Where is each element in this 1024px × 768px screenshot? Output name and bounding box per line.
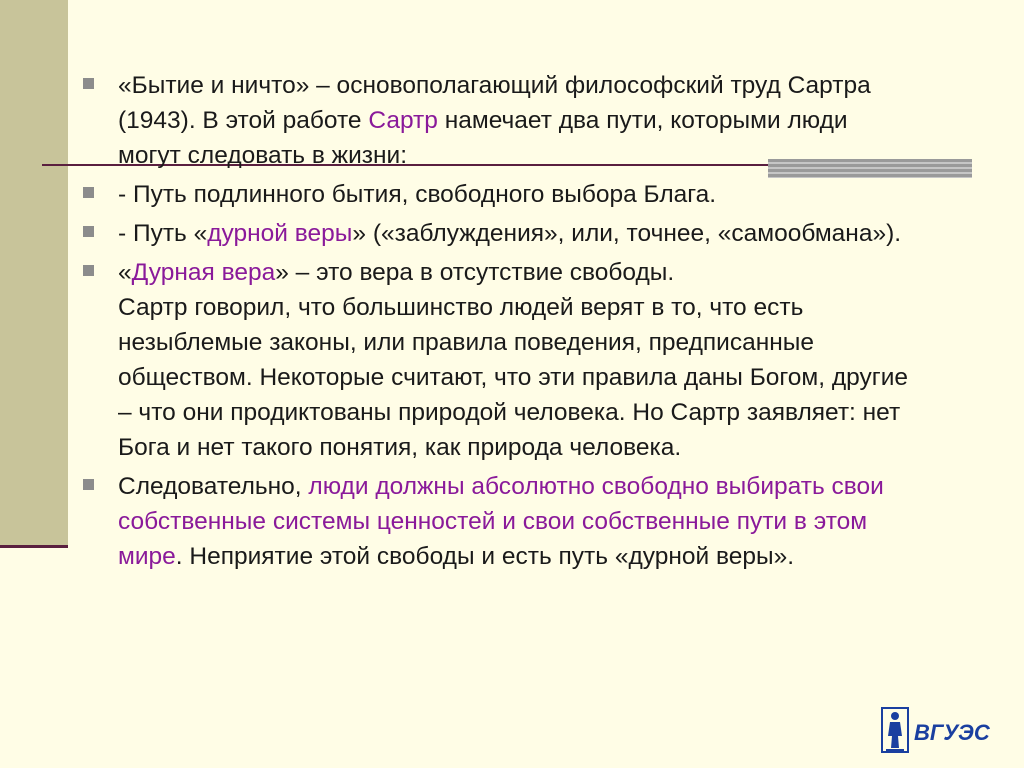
bullet-line: [118, 395, 1024, 430]
text-segment: - Путь подлинного бытия, свободного выбора Блага.: [118, 181, 717, 208]
bullet-line: [118, 290, 1024, 325]
highlighted-text: Сартр: [368, 107, 438, 134]
text-segment: Сартр говорил, что большинство людей верят в то, что есть: [118, 294, 804, 321]
square-bullet-icon: [83, 78, 94, 89]
text-segment: Бога и нет такого понятия, как природа человека.: [118, 434, 682, 461]
bullet-line: [118, 469, 1024, 504]
bullet-line: [118, 504, 1024, 539]
text-segment: могут следовать в жизни:: [118, 142, 408, 169]
text-segment: «Бытие и ничто» – основополагающий философский труд Сартра: [118, 72, 871, 99]
bullet-item: [80, 469, 1024, 574]
highlighted-text: собственные системы ценностей и свои собственные пути в этом: [118, 508, 868, 535]
bullet-line: [118, 68, 1024, 103]
statue-emblem-icon: [880, 706, 998, 754]
bullet-item: [80, 68, 1024, 173]
highlighted-text: дурной веры: [207, 220, 353, 247]
highlighted-text: Дурная вера: [131, 259, 276, 286]
university-logo: [880, 706, 998, 754]
square-bullet-icon: [83, 479, 94, 490]
square-bullet-icon: [83, 265, 94, 276]
left-decorative-band: [0, 0, 68, 546]
text-segment: - Путь «: [118, 220, 208, 247]
text-segment: » – это вера в отсутствие свободы.: [275, 259, 675, 286]
text-segment: Следовательно,: [118, 473, 309, 500]
text-segment: » («заблуждения», или, точнее, «самообмана»).: [352, 220, 902, 247]
bullet-item: [80, 177, 1024, 212]
bullet-line: [118, 430, 1024, 465]
square-bullet-icon: [83, 187, 94, 198]
bullet-line: [118, 325, 1024, 360]
text-segment: «: [118, 259, 132, 286]
bullet-line: [118, 255, 1024, 290]
text-segment: обществом. Некоторые считают, что эти правила даны Богом, другие: [118, 364, 909, 391]
logo-text: ВГУЭС: [914, 720, 990, 745]
text-segment: намечает два пути, которыми люди: [437, 107, 848, 134]
left-band-underline: [0, 545, 68, 548]
highlighted-text: люди должны абсолютно свободно выбирать свои: [308, 473, 884, 500]
bullet-list: [80, 68, 1024, 578]
text-segment: . Неприятие этой свободы и есть путь «дурной веры».: [175, 543, 795, 570]
bullet-line: [118, 360, 1024, 395]
text-segment: незыблемые законы, или правила поведения, предписанные: [118, 329, 814, 356]
bullet-item: [80, 255, 1024, 465]
bullet-item: [80, 216, 1024, 251]
highlighted-text: мире: [118, 543, 176, 570]
bullet-line: [118, 216, 1024, 251]
square-bullet-icon: [83, 226, 94, 237]
text-segment: (1943). В этой работе: [118, 107, 369, 134]
bullet-line: [118, 177, 1024, 212]
bullet-line: [118, 103, 1024, 138]
bullet-line: [118, 138, 1024, 173]
text-segment: – что они продиктованы природой человека. Но Сартр заявляет: нет: [118, 399, 901, 426]
bullet-line: [118, 539, 1024, 574]
